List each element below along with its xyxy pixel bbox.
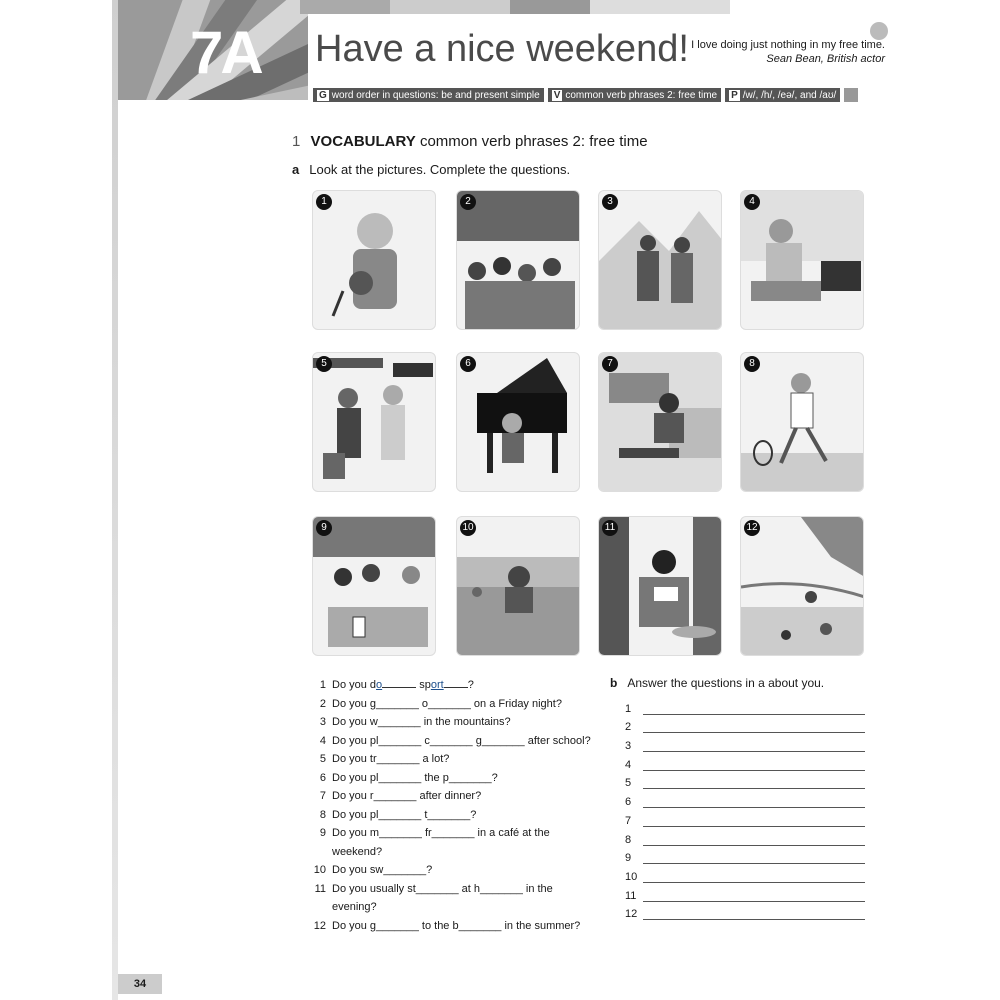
picture-number: 10 xyxy=(460,520,476,536)
question-10: 10 Do you sw_______? xyxy=(310,861,600,880)
illustration-10 xyxy=(457,517,580,656)
question-9: 9 Do you m_______ fr_______ in a café at the weekend? xyxy=(310,824,600,861)
question-text: Do you usually st_______ at h_______ in the evening? xyxy=(332,882,553,913)
answer-line-7[interactable]: 7 xyxy=(625,808,865,827)
illustration-4 xyxy=(741,191,864,330)
question-2: 2 Do you g_______ o_______ on a Friday night? xyxy=(310,695,600,714)
quote-text: I love doing just nothing in my free time. xyxy=(691,39,885,51)
question-11: 11 Do you usually st_______ at h_______ in the evening? xyxy=(310,880,600,917)
picture-12 xyxy=(740,516,864,656)
question-text: Do you pl_______ the p_______? xyxy=(332,771,498,784)
illustration-8 xyxy=(741,353,864,492)
quote xyxy=(660,38,885,66)
question-12: 12 Do you g_______ to the b_______ in the summer? xyxy=(310,917,600,936)
instruction-b: b Answer the questions in a about you. xyxy=(610,676,825,690)
question-text: Do you r_______ after dinner? xyxy=(332,790,482,802)
instruction-a: a Look at the pictures. Complete the questions. xyxy=(292,162,571,177)
page-title: Have a nice weekend! xyxy=(315,28,689,70)
illustration-6 xyxy=(457,353,580,492)
picture-number: 2 xyxy=(460,194,476,210)
picture-number: 1 xyxy=(316,194,332,210)
picture-7 xyxy=(598,352,722,492)
question-7: 7 Do you r_______ after dinner? xyxy=(310,787,600,806)
section-title: VOCABULARY xyxy=(310,133,416,150)
section-heading xyxy=(292,133,648,150)
picture-6 xyxy=(456,352,580,492)
picture-1 xyxy=(312,190,436,330)
grammar-tag: G word order in questions: be and present simple xyxy=(313,88,544,102)
picture-3 xyxy=(598,190,722,330)
picture-number: 4 xyxy=(744,194,760,210)
question-6: 6 Do you pl_______ the p_______? xyxy=(310,769,600,788)
question-5: 5 Do you tr_______ a lot? xyxy=(310,750,600,769)
section-subtitle: common verb phrases 2: free time xyxy=(419,133,648,150)
illustration-1 xyxy=(313,191,436,330)
question-text: Do you pl_______ t_______? xyxy=(332,808,477,821)
header-decoration xyxy=(300,0,730,14)
picture-number: 8 xyxy=(744,356,760,372)
question-text: Do you pl_______ c_______ g_______ after school? xyxy=(332,734,591,747)
answer-line-9[interactable]: 9 xyxy=(625,846,865,865)
illustration-9 xyxy=(313,517,436,656)
picture-number: 11 xyxy=(602,520,618,536)
tag-bar-end xyxy=(844,88,858,102)
picture-number: 5 xyxy=(316,356,332,372)
illustration-3 xyxy=(599,191,722,330)
answer-line-6[interactable]: 6 xyxy=(625,789,865,808)
page-edge xyxy=(112,0,118,1000)
picture-number: 3 xyxy=(602,194,618,210)
question-list xyxy=(310,676,600,935)
picture-2 xyxy=(456,190,580,330)
answer-line-1[interactable]: 1 xyxy=(625,696,865,715)
question-text: Do you g_______ o_______ on a Friday night? xyxy=(332,697,562,710)
question-text: Do you sw_______? xyxy=(332,864,433,876)
illustration-7 xyxy=(599,353,722,492)
picture-number: 7 xyxy=(602,356,618,372)
answer-line-11[interactable]: 11 xyxy=(625,883,865,902)
unit-number: 7A xyxy=(190,19,261,86)
picture-9 xyxy=(312,516,436,656)
language-focus-bar xyxy=(313,88,858,102)
answer-lines xyxy=(625,696,865,920)
picture-10 xyxy=(456,516,580,656)
answer-line-4[interactable]: 4 xyxy=(625,752,865,771)
illustration-5 xyxy=(313,353,436,492)
picture-8 xyxy=(740,352,864,492)
answer-line-5[interactable]: 5 xyxy=(625,771,865,790)
answer-line-3[interactable]: 3 xyxy=(625,733,865,752)
illustration-2 xyxy=(457,191,580,330)
page-number: 34 xyxy=(118,974,162,994)
pronunciation-tag: P /w/, /h/, /eə/, and /aʊ/ xyxy=(725,88,840,102)
question-text: Do you g_______ to the b_______ in the summer? xyxy=(332,919,581,932)
illustration-11 xyxy=(599,517,722,656)
answer-line-10[interactable]: 10 xyxy=(625,864,865,883)
picture-number: 12 xyxy=(744,520,760,536)
picture-number: 6 xyxy=(460,356,476,372)
section-number: 1 xyxy=(292,133,301,150)
picture-5 xyxy=(312,352,436,492)
picture-number: 9 xyxy=(316,520,332,536)
answer-line-8[interactable]: 8 xyxy=(625,827,865,846)
question-3: 3 Do you w_______ in the mountains? xyxy=(310,713,600,732)
vocabulary-tag: V common verb phrases 2: free time xyxy=(548,88,721,102)
answer-line-12[interactable]: 12 xyxy=(625,902,865,921)
question-1: 1 Do you do sport ? xyxy=(319,679,474,691)
picture-11 xyxy=(598,516,722,656)
question-8: 8 Do you pl_______ t_______? xyxy=(310,806,600,825)
question-4: 4 Do you pl_______ c_______ g_______ after school? xyxy=(310,732,600,751)
question-text: Do you w_______ in the mountains? xyxy=(332,716,511,728)
answer-line-2[interactable]: 2 xyxy=(625,715,865,734)
question-text: Do you tr_______ a lot? xyxy=(332,753,450,765)
illustration-12 xyxy=(741,517,864,656)
quote-author: Sean Bean, British actor xyxy=(766,53,885,65)
picture-4 xyxy=(740,190,864,330)
question-text: Do you m_______ fr_______ in a café at the weekend? xyxy=(332,827,550,858)
